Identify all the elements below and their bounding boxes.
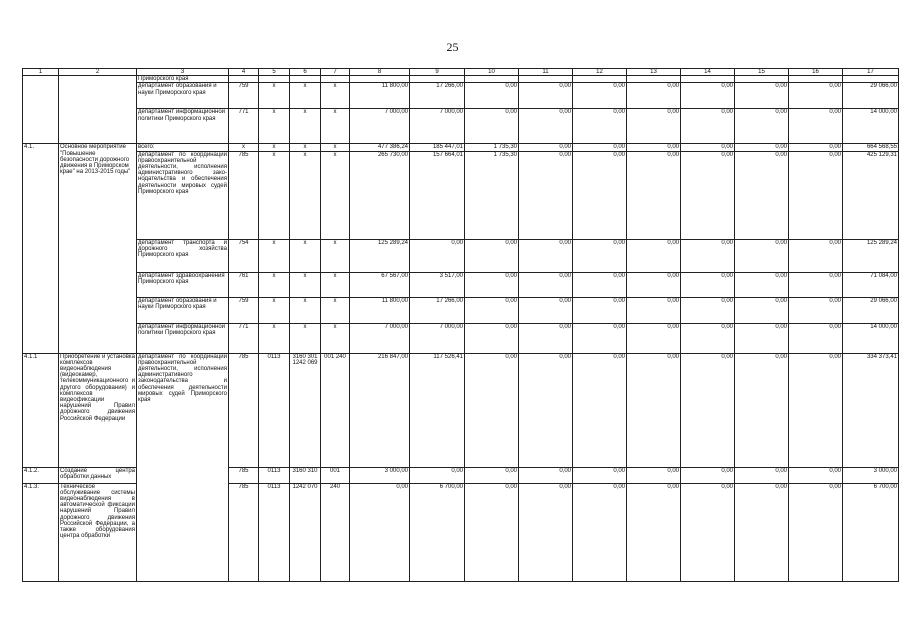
table-row: [23, 151, 899, 239]
value-cell: 0,00: [627, 483, 681, 581]
value-cell: x: [321, 83, 350, 109]
value-cell: x: [290, 272, 321, 297]
value-cell: 1 735,30: [465, 144, 519, 151]
header-cell: 13: [627, 69, 681, 76]
value-cell: 14 000,00: [843, 323, 899, 353]
num-cell: 4.1.1: [23, 353, 59, 467]
header-cell: 5: [259, 69, 290, 76]
value-cell: 0,00: [627, 144, 681, 151]
value-cell: 785: [229, 467, 259, 483]
value-cell: 0,00: [465, 109, 519, 144]
value-cell: 11 800,00: [350, 297, 410, 323]
value-cell: 0,00: [735, 83, 789, 109]
value-cell: 0,00: [573, 83, 627, 109]
value-cell: 3 517,00: [410, 272, 465, 297]
value-cell: x: [259, 272, 290, 297]
value-cell: 0,00: [573, 109, 627, 144]
value-cell: 7 000,00: [410, 323, 465, 353]
value-cell: 0,00: [681, 239, 735, 272]
value-cell: 0,00: [465, 323, 519, 353]
value-cell: 240: [321, 483, 350, 581]
value-cell: x: [290, 144, 321, 151]
header-cell: 12: [573, 69, 627, 76]
value-cell: 0,00: [519, 239, 573, 272]
num-cell: 4.1.: [23, 144, 59, 353]
header-cell: 3: [137, 69, 229, 76]
value-cell: 0,00: [789, 297, 843, 323]
num-cell: 4.1.3.: [23, 483, 59, 581]
num-cell: 4.1.2.: [23, 467, 59, 483]
table-row: [23, 297, 899, 323]
value-cell: 157 664,01: [410, 151, 465, 239]
header-cell: 7: [321, 69, 350, 76]
value-cell: x: [259, 239, 290, 272]
value-cell: 0,00: [627, 323, 681, 353]
value-cell: 0,00: [789, 239, 843, 272]
header-cell: 17: [843, 69, 899, 76]
value-cell: 0,00: [735, 144, 789, 151]
value-cell: 0,00: [627, 239, 681, 272]
value-cell: 7 000,00: [350, 323, 410, 353]
value-cell: 17 266,00: [410, 83, 465, 109]
executor-cell: всего:: [137, 144, 229, 151]
value-cell: 3160 301 1242 069: [290, 353, 321, 467]
table-row: [23, 76, 899, 83]
value-cell: 3 000,00: [350, 467, 410, 483]
name-cell: Приобретение и установка комплексов видеонаблюдения (видеокамер, телекоммуникационного и другого оборудования) и комплексов видеофиксации нарушений Правил дорожного движения Российской Федерации: [59, 353, 137, 467]
value-cell: 0,00: [789, 109, 843, 144]
value-cell: 3160 310: [290, 467, 321, 483]
table-row: [23, 239, 899, 272]
value-cell: 0,00: [789, 272, 843, 297]
value-cell: x: [290, 297, 321, 323]
executor-cell: департамент транспорта и дорожного хозяйства Приморского края: [137, 239, 229, 272]
value-cell: 0,00: [735, 297, 789, 323]
value-cell: 477 386,24: [350, 144, 410, 151]
value-cell: 754: [229, 239, 259, 272]
value-cell: 0,00: [789, 323, 843, 353]
value-cell: 0,00: [519, 353, 573, 467]
value-cell: x: [259, 83, 290, 109]
value-cell: 71 084,00: [843, 272, 899, 297]
value-cell: x: [321, 297, 350, 323]
executor-cell: Приморского края: [137, 76, 229, 83]
value-cell: x: [321, 144, 350, 151]
value-cell: x: [229, 144, 259, 151]
value-cell: 11 800,00: [350, 83, 410, 109]
value-cell: 0,00: [789, 353, 843, 467]
value-cell: 0,00: [681, 109, 735, 144]
executor-cell: департамент образования и науки Приморского края: [137, 297, 229, 323]
value-cell: 0113: [259, 353, 290, 467]
value-cell: 216 847,00: [350, 353, 410, 467]
value-cell: 0,00: [465, 83, 519, 109]
value-cell: x: [259, 109, 290, 144]
value-cell: 0,00: [519, 323, 573, 353]
header-row: [23, 69, 899, 76]
value-cell: 29 066,00: [843, 83, 899, 109]
executor-cell: департамент по координации правоохранительной деятельности, исполнения административного зако-нодательства и обеспечения деятельности мировых судей Приморского края: [137, 151, 229, 239]
value-cell: 7 000,00: [410, 109, 465, 144]
header-cell: 4: [229, 69, 259, 76]
table-row: [23, 272, 899, 297]
value-cell: 0,00: [465, 239, 519, 272]
value-cell: 0,00: [735, 109, 789, 144]
name-cell: Техническое обслуживание системы видеонаблюдения в автоматической фиксации нарушений Правил дорожного движения Российской Федерации, а также оборудования центра обработки: [59, 483, 137, 581]
value-cell: 7 000,00: [350, 109, 410, 144]
value-cell: 785: [229, 353, 259, 467]
value-cell: 0,00: [410, 467, 465, 483]
value-cell: 0,00: [573, 239, 627, 272]
value-cell: 0,00: [789, 467, 843, 483]
value-cell: 001: [321, 467, 350, 483]
value-cell: x: [290, 83, 321, 109]
value-cell: 759: [229, 83, 259, 109]
value-cell: 0,00: [465, 353, 519, 467]
value-cell: 0,00: [519, 151, 573, 239]
value-cell: 771: [229, 109, 259, 144]
value-cell: 0,00: [519, 272, 573, 297]
value-cell: 0,00: [465, 272, 519, 297]
value-cell: 0,00: [573, 323, 627, 353]
value-cell: 0,00: [681, 467, 735, 483]
table-row: [23, 83, 899, 109]
value-cell: 759: [229, 297, 259, 323]
value-cell: 0,00: [519, 144, 573, 151]
value-cell: 0,00: [573, 151, 627, 239]
value-cell: 0,00: [519, 483, 573, 581]
value-cell: 771: [229, 323, 259, 353]
value-cell: x: [290, 239, 321, 272]
value-cell: 6 700,00: [410, 483, 465, 581]
value-cell: 0,00: [789, 83, 843, 109]
value-cell: 265 730,00: [350, 151, 410, 239]
value-cell: 14 000,00: [843, 109, 899, 144]
value-cell: 0,00: [789, 144, 843, 151]
header-cell: 9: [410, 69, 465, 76]
value-cell: 761: [229, 272, 259, 297]
value-cell: 0113: [259, 467, 290, 483]
table-row: [23, 323, 899, 353]
value-cell: x: [321, 109, 350, 144]
value-cell: 0,00: [465, 483, 519, 581]
value-cell: 0,00: [735, 272, 789, 297]
value-cell: x: [290, 323, 321, 353]
value-cell: 117 526,41: [410, 353, 465, 467]
header-cell: 8: [350, 69, 410, 76]
header-cell: 14: [681, 69, 735, 76]
value-cell: 0,00: [789, 151, 843, 239]
page-number: 25: [446, 40, 459, 54]
value-cell: x: [290, 109, 321, 144]
value-cell: 785: [229, 483, 259, 581]
value-cell: 17 266,00: [410, 297, 465, 323]
header-cell: 2: [59, 69, 137, 76]
value-cell: 1 735,30: [465, 151, 519, 239]
executor-cell: департамент образования и науки Приморского края: [137, 83, 229, 109]
value-cell: 185 447,01: [410, 144, 465, 151]
value-cell: 664 568,55: [843, 144, 899, 151]
value-cell: x: [290, 151, 321, 239]
value-cell: 0,00: [410, 239, 465, 272]
header-cell: 16: [789, 69, 843, 76]
value-cell: 0,00: [735, 151, 789, 239]
value-cell: 425 129,31: [843, 151, 899, 239]
value-cell: 0,00: [627, 467, 681, 483]
value-cell: 0,00: [350, 483, 410, 581]
value-cell: 67 567,00: [350, 272, 410, 297]
value-cell: 0,00: [465, 467, 519, 483]
value-cell: 0,00: [681, 83, 735, 109]
value-cell: x: [259, 297, 290, 323]
value-cell: 0,00: [573, 353, 627, 467]
value-cell: 0,00: [681, 272, 735, 297]
value-cell: 0,00: [681, 151, 735, 239]
value-cell: 0,00: [519, 467, 573, 483]
value-cell: 0,00: [519, 83, 573, 109]
value-cell: 0,00: [573, 297, 627, 323]
value-cell: 125 289,24: [843, 239, 899, 272]
value-cell: 334 373,41: [843, 353, 899, 467]
value-cell: 0,00: [681, 483, 735, 581]
table-row: [23, 144, 899, 151]
executor-cell: департамент здравоохранения Приморского края: [137, 272, 229, 297]
value-cell: 1242 070: [290, 483, 321, 581]
value-cell: 3 000,00: [843, 467, 899, 483]
name-cell: Создание центра обработки данных: [59, 467, 137, 483]
value-cell: 0,00: [735, 353, 789, 467]
executor-cell: департамент по координации правоохранительной деятельности, исполнения административного законодательства и обеспечения деятельности мировых судей Приморского края: [137, 353, 229, 581]
value-cell: x: [321, 239, 350, 272]
value-cell: 0,00: [573, 483, 627, 581]
value-cell: 6 700,00: [843, 483, 899, 581]
value-cell: 0,00: [519, 297, 573, 323]
name-cell: Основное мероприятие "Повышение безопасности дорожного движения в Приморском крае" на 2013-2015 годы": [59, 144, 137, 353]
value-cell: 0,00: [735, 239, 789, 272]
value-cell: 0,00: [735, 467, 789, 483]
executor-cell: департамент информационной политики Приморского края: [137, 323, 229, 353]
header-cell: 6: [290, 69, 321, 76]
header-cell: 10: [465, 69, 519, 76]
value-cell: 0,00: [465, 297, 519, 323]
value-cell: 785: [229, 151, 259, 239]
name-cell: [59, 76, 137, 144]
value-cell: 125 289,24: [350, 239, 410, 272]
value-cell: 0113: [259, 483, 290, 581]
value-cell: 001 240: [321, 353, 350, 467]
header-cell: 1: [23, 69, 59, 76]
header-cell: 11: [519, 69, 573, 76]
value-cell: 0,00: [681, 353, 735, 467]
value-cell: x: [321, 272, 350, 297]
table-row: [23, 109, 899, 144]
value-cell: 0,00: [627, 353, 681, 467]
value-cell: x: [259, 323, 290, 353]
value-cell: 0,00: [681, 144, 735, 151]
value-cell: x: [259, 144, 290, 151]
value-cell: 0,00: [627, 109, 681, 144]
value-cell: 0,00: [627, 83, 681, 109]
value-cell: 0,00: [681, 297, 735, 323]
budget-table: [22, 68, 899, 582]
value-cell: 29 066,00: [843, 297, 899, 323]
value-cell: 0,00: [681, 323, 735, 353]
value-cell: x: [259, 151, 290, 239]
value-cell: 0,00: [573, 272, 627, 297]
executor-cell: департамент информационной политики Приморского края: [137, 109, 229, 144]
value-cell: 0,00: [573, 144, 627, 151]
header-cell: 15: [735, 69, 789, 76]
value-cell: 0,00: [627, 297, 681, 323]
value-cell: 0,00: [627, 272, 681, 297]
value-cell: 0,00: [573, 467, 627, 483]
value-cell: x: [321, 323, 350, 353]
value-cell: 0,00: [789, 483, 843, 581]
num-cell: [23, 76, 59, 144]
value-cell: x: [321, 151, 350, 239]
value-cell: 0,00: [627, 151, 681, 239]
table-row: [23, 353, 899, 467]
value-cell: 0,00: [735, 483, 789, 581]
value-cell: 0,00: [735, 323, 789, 353]
value-cell: 0,00: [519, 109, 573, 144]
